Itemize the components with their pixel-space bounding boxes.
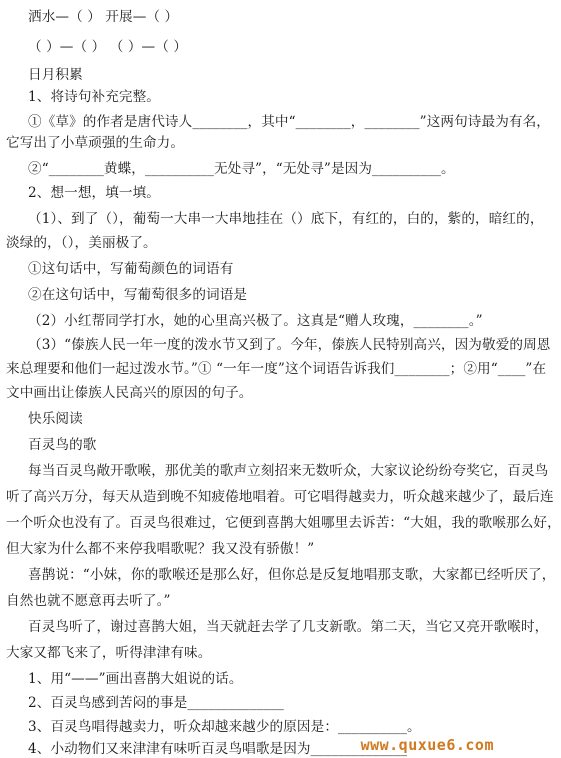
text-line: 淡绿的，（），美丽极了。	[6, 235, 157, 251]
question-item: 4、小动物们又来津津有味听百灵鸟唱歌是因为______________	[28, 741, 408, 757]
text-line: （1）、到了（），葡萄一大串一大串地挂在（）底下，有红的，白的，紫的，暗红的，	[28, 211, 544, 227]
text-line: 听了高兴万分，每天从造到晚不知疲倦地唱着。可它唱得越卖力，听众越来越少了，最后连	[6, 489, 554, 505]
text-line: 来总理要和他们一起过泼水节。”① “一年一度”这个词语告诉我们________；②用“____”在	[6, 361, 547, 377]
text-line: （3）“傣族人民一年一度的泼水节又到了。今年，傣族人民特别高兴，因为敬爱的周恩	[28, 337, 551, 353]
text-line: 自然也就不愿意再去听了。”	[6, 593, 171, 609]
text-line: ①这句话中，写葡萄颜色的词语有	[28, 261, 234, 277]
text-line: （ ）—（ ） （ ）—（ ）	[28, 39, 188, 55]
text-line: 喜鹊说：“小妹，你的歌喉还是那么好，但你总是反复地唱那支歌，大家都已经听厌了，	[28, 567, 556, 583]
text-line: 百灵鸟听了，谢过喜鹊大姐，当天就赶去学了几支新歌。第二天，当它又亮开歌喉时，	[28, 619, 549, 635]
text-line: ②“________黄蝶，__________无处寻”，“无处寻”是因为__________。	[28, 161, 455, 177]
text-line: 一个听众也没有了。百灵鸟很难过，它便到喜鹊大姐哪里去诉苦：“大姐，我的歌喉那么好，	[6, 515, 561, 531]
text-line: 文中画出让傣族人民高兴的原因的句子。	[6, 385, 253, 401]
text-line: （2）小红帮同学打水，她的心里高兴极了。这真是“赠人玫瑰，________。”	[28, 313, 483, 329]
section-heading: 日月积累	[28, 67, 83, 83]
text-line: 但大家为什么都不来停我唱歌呢？我又没有骄傲！”	[6, 541, 315, 557]
text-line: 每当百灵鸟敞开歌喉，那优美的歌声立刻招来无数听众，大家议论纷纷夸奖它，百灵鸟	[28, 463, 549, 479]
text-line: 洒水—（ ） 开展—（ ）	[28, 9, 179, 25]
section-heading: 快乐阅读	[28, 411, 83, 427]
question-item: 1、用“——”画出喜鹊大姐说的话。	[28, 671, 243, 687]
text-line: ①《草》的作者是唐代诗人________，其中“________，________”这两句诗最为有名，	[28, 114, 550, 130]
question-heading: 2、想一想，填一填。	[28, 185, 160, 201]
question-item: 2、百灵鸟感到苦闷的事是______________	[28, 695, 284, 711]
text-line: 它写出了小草顽强的生命力。	[6, 135, 185, 151]
question-item: 3、百灵鸟唱得越卖力，听众却越来越少的原因是：__________。	[28, 719, 421, 735]
question-heading: 1、将诗句补充完整。	[28, 89, 160, 105]
watermark: www.quxue6.com	[360, 736, 494, 754]
story-title: 百灵鸟的歌	[28, 437, 97, 453]
text-line: ②在这句话中，写葡萄很多的词语是	[28, 287, 248, 303]
text-line: 大家又都飞来了，听得津津有味。	[6, 645, 212, 661]
